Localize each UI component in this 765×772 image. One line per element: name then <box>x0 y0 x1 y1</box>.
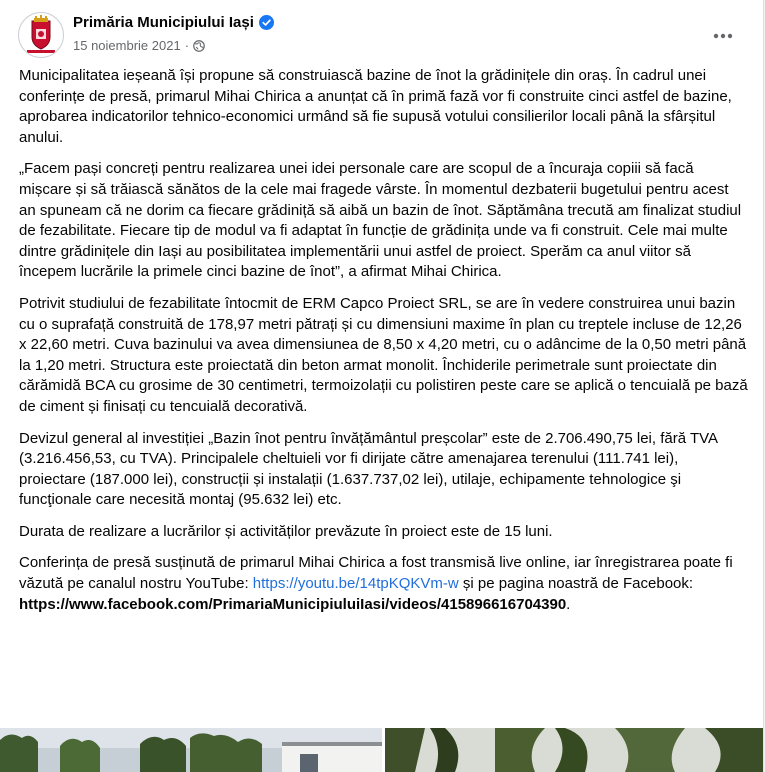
photo-pool-building[interactable] <box>0 728 382 772</box>
links-text-middle: și pe pagina noastră de Facebook: <box>458 575 694 593</box>
post-meta <box>73 38 205 53</box>
page-avatar[interactable] <box>18 12 64 58</box>
globe-icon[interactable] <box>193 40 205 52</box>
youtube-link[interactable]: https://youtu.be/14tpKQKVm-w <box>252 575 459 593</box>
verified-badge-icon <box>259 15 274 30</box>
post-text <box>19 66 749 626</box>
paragraph-budget: Devizul general al investiției „Bazin înot pentru învățământul preșcolar” este de 2.706.490,75 lei, fără TVA (3.216.456,53, cu TVA). Principalele cheltuieli vor fi dirijate către amenajarea terenului (111.741 lei), proiectare (187.000 lei), construcții și instalații (1.637.737,02 lei), utilaje, echipamente tehnologice şi funcţionale care necesită montaj (95.632 lei) etc. <box>19 429 718 509</box>
paragraph-feasibility: Potrivit studiului de fezabilitate întocmit de ERM Capco Proiect SRL, se are în vedere construirea unui bazin cu o suprafață construită de 178,97 metri pătrați și cu dimensiuni maxime în plan cu treptele incluse de 12,26 x 22,60 metri. Cuva bazinului va avea dimensiunea de 8,50 x 4,20 metri, cu o adâncime de la 0,50 metri până la 1,20 metri. Structura este proiectată din beton armat monolit. Închiderile perimetrale sunt proiectate din cărămidă BCA cu grosime de 30 centimetri, termoizolații cu polistiren peste care se aplică o tencuială pe bază de ciment și finisați cu tencuială decorativă. <box>19 294 748 415</box>
links-text-before: Conferința de presă susținută de primarul Mihai Chirica a fost transmisă live online, iar înregistrarea poate fi văzută pe canalul nostru YouTube: <box>19 554 733 593</box>
post-photos <box>0 728 763 772</box>
post-header <box>18 12 745 58</box>
paragraph-duration: Durata de realizare a lucrărilor și activităților prevăzute în proiect este de 15 luni. <box>19 522 553 540</box>
page-name-link[interactable]: Primăria Municipiului Iași <box>73 14 254 31</box>
paragraph-quote: „Facem pași concreți pentru realizarea unei idei personale care are scopul de a încuraja copiii să facă mișcare și să trăiască sănătos de la cele mai fragede vârste. În momentul dezbaterii bugetului pentru acest an spuneam că ne dorim ca fiecare grădiniță să aibă un bazin de înot. Săptămâna trecută am finalizat studiul de fezabilitate. Fiecare tip de modul va fi adaptat în funcție de grădinița unde va fi construit. Cele mai multe dintre grădinițele din Iași au posibilitatea implementării unui astfel de proiect. Sperăm ca anul viitor să începem lucrările la primele cinci bazine de înot”, a afirmat Mihai Chirica. <box>19 160 742 281</box>
paragraph-links <box>19 553 749 615</box>
coat-of-arms-logo <box>19 13 63 57</box>
post-date-link[interactable]: 15 noiembrie 2021 <box>73 38 181 53</box>
facebook-video-link[interactable]: https://www.facebook.com/PrimariaMunicipiuluiIasi/videos/415896616704390 <box>19 595 567 613</box>
more-options-icon <box>713 33 733 39</box>
paragraph-intro: Municipalitatea ieșeană își propune să construiască bazine de înot la grădinițele din oraș. În cadrul unei conferințe de presă, primarul Mihai Chirica a anunțat că în primă fază vor fi construite cinci astfel de bazine, aprobarea indicatorilor tehnico-economici urmând să fie supusă votului consilierilor locali până la sfârșitul anului. <box>19 67 732 146</box>
links-text-end: . <box>566 595 571 613</box>
photo-pool-greenery[interactable] <box>385 728 763 772</box>
more-options-button[interactable] <box>705 18 741 54</box>
meta-separator: · <box>184 38 190 53</box>
page-name-row <box>73 14 274 31</box>
